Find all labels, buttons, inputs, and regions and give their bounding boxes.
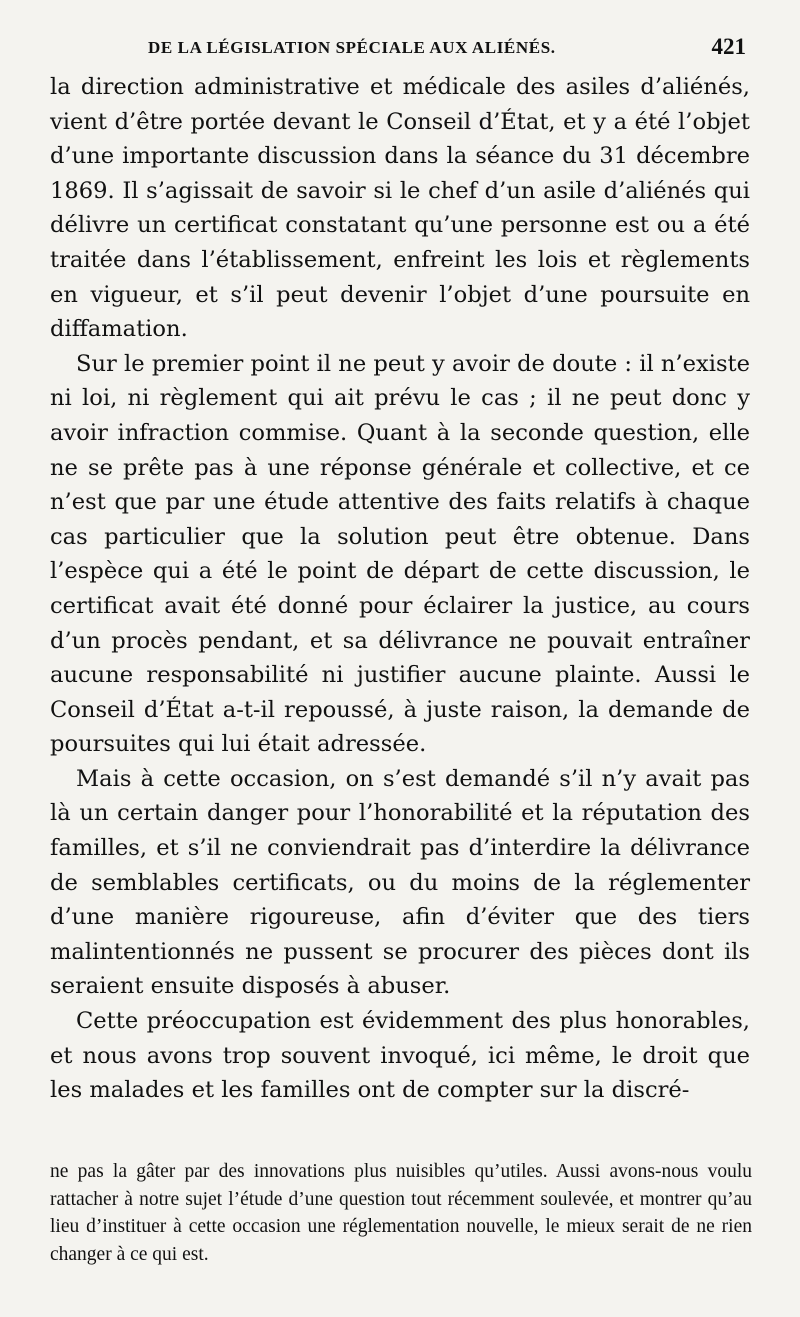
running-head <box>50 34 750 70</box>
paragraph-first-point: Sur le premier point il ne peut y avoir de doute : il n’existe ni loi, ni règlement qui ait prévu le cas ; il ne peut donc y avoir infraction commise. Quant à la seconde question, elle ne se prête pas à une réponse générale et collective, et ce n’est que par une étude attentive des faits relatifs à chaque cas particulier que la solution peut être obtenue. Dans l’espèce qui a été le point de départ de cette discussion, le certificat avait été donné pour éclairer la justice, au cours d’un procès pendant, et sa délivrance ne pouvait entraîner aucune responsabilité ni justifier aucune plainte. Aussi le Conseil d’État a-t-il repoussé, à juste raison, la demande de poursuites qui lui était adressée. <box>50 350 750 758</box>
paragraph-occasion: Mais à cette occasion, on s’est demandé s’il n’y avait pas là un certain danger pour l’honorabilité et la réputation des familles, et s’il ne conviendrait pas d’interdire la délivrance de semblables certificats, ou du moins de la réglementer d’une manière rigoureuse, afin d’éviter que des tiers malintentionnés ne pussent se procurer des pièces dont ils seraient ensuite disposés à abuser. <box>50 765 750 1000</box>
footnote <box>50 1158 752 1268</box>
running-title: DE LA LÉGISLATION SPÉCIALE AUX ALIÉNÉS. <box>148 38 556 57</box>
footnote-text: ne pas la gâter par des innovations plus nuisibles qu’utiles. Aussi avons-nous voulu rattacher à notre sujet l’étude d’une question tout récemment soulevée, et montrer qu’au lieu d’instituer à cette occasion une réglementation nouvelle, le mieux serait de ne rien changer à ce qui est. <box>50 1161 752 1265</box>
page-number: 421 <box>711 34 746 59</box>
paragraph-continuation: la direction administrative et médicale des asiles d’aliénés, vient d’être portée devant le Conseil d’État, et y a été l’objet d’une importante discussion dans la séance du 31 décembre 1869. Il s’agissait de savoir si le chef d’un asile d’aliénés qui délivre un certificat constatant qu’une personne est ou a été traitée dans l’établissement, enfreint les lois et règlements en vigueur, et s’il peut devenir l’objet d’une poursuite en diffamation. <box>50 74 750 343</box>
body-text <box>50 70 750 1108</box>
paragraph-preoccupation: Cette préoccupation est évidemment des plus honorables, et nous avons trop souvent invoqué, ici même, le droit que les malades et les familles ont de compter sur la discré- <box>50 1008 750 1104</box>
